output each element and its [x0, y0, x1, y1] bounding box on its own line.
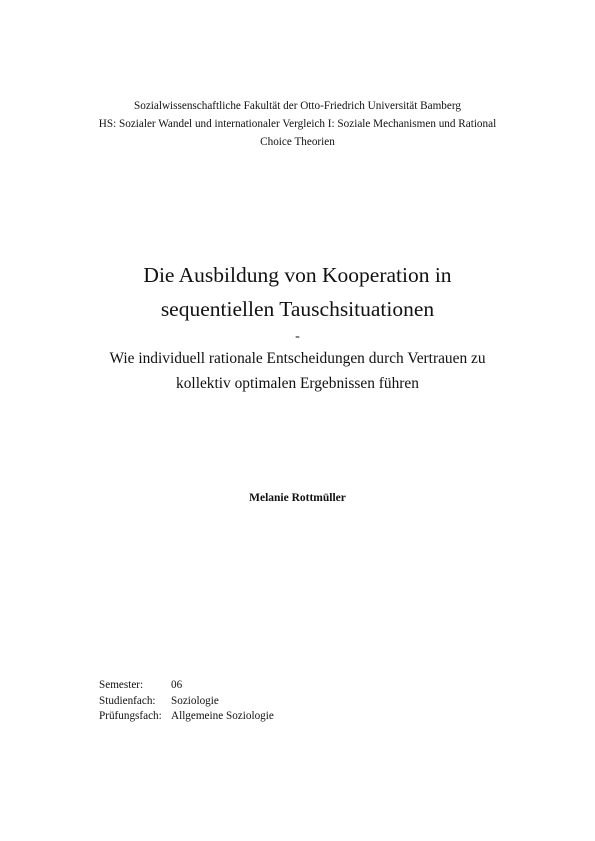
thesis-title-block — [40, 258, 555, 396]
info-label: Studienfach: — [99, 694, 156, 707]
seminar-line: HS: Sozialer Wandel und internationaler Vergleich I: Soziale Mechanismen und Rational — [98, 118, 497, 130]
info-row-pruefungsfach — [99, 709, 274, 725]
subtitle-line-1: Wie individuell rationale Entscheidungen durch Vertrauen zu — [109, 350, 486, 367]
seminar-line-continued: Choice Theorien — [260, 136, 335, 148]
main-title-line-1: Die Ausbildung von Kooperation in — [143, 263, 452, 287]
study-info — [99, 678, 274, 725]
info-value: Allgemeine Soziologie — [171, 710, 274, 722]
info-label: Prüfungsfach: — [99, 710, 162, 722]
institution-header — [60, 97, 535, 151]
info-value: Soziologie — [171, 694, 219, 707]
author-name: Melanie Rottmüller — [249, 492, 346, 504]
info-row-studienfach — [99, 694, 274, 710]
main-title-line-2: sequentiellen Tauschsituationen — [160, 297, 435, 321]
title-separator: - — [295, 329, 300, 344]
info-value: 06 — [171, 679, 183, 691]
faculty-line: Sozialwissenschaftliche Fakultät der Otto-Friedrich Universität Bamberg — [134, 100, 461, 112]
info-label: Semester: — [99, 679, 144, 691]
subtitle-line-2: kollektiv optimalen Ergebnissen führen — [176, 375, 419, 392]
info-row-semester — [99, 678, 274, 694]
